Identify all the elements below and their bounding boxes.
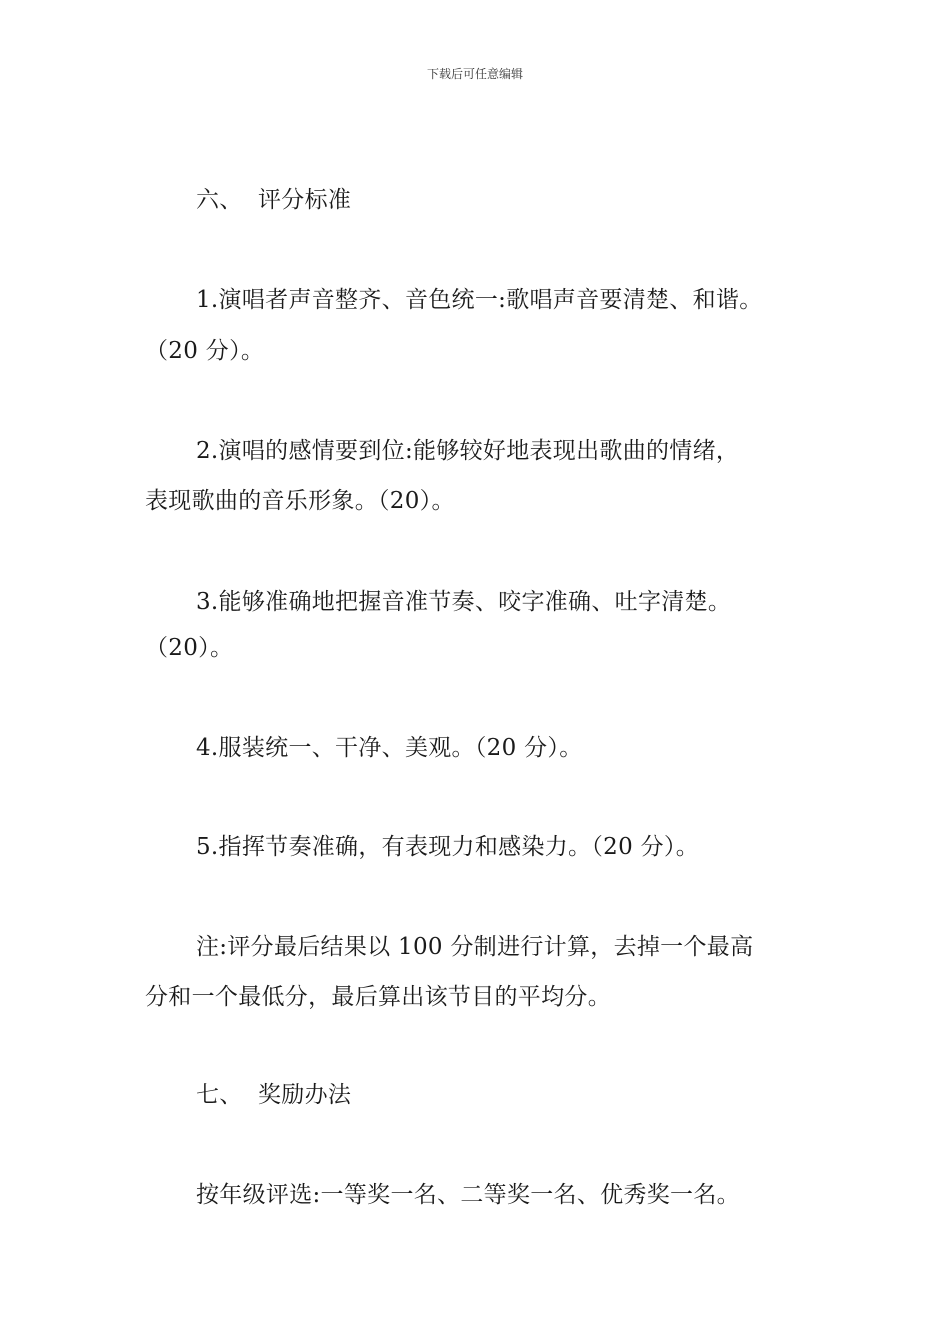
scoring-item-3-line-1: 3.能够准确地把握音准节奏、咬字准确、吐字清楚。 <box>196 589 732 615</box>
scoring-item-5: 5.指挥节奏准确，有表现力和感染力。（20 分）。 <box>196 834 700 860</box>
section-heading-scoring <box>196 185 351 215</box>
section-title: 奖励办法 <box>258 1082 352 1108</box>
scoring-item-3-line-2: （20）。 <box>145 635 234 661</box>
section-number: 七、 <box>196 1082 243 1108</box>
section-title: 评分标准 <box>258 187 352 213</box>
scoring-item-2-line-2: 表现歌曲的音乐形象。（20）。 <box>145 488 455 514</box>
scoring-note-line-1: 注:评分最后结果以 100 分制进行计算，去掉一个最高 <box>196 934 754 960</box>
scoring-item-2-line-1: 2.演唱的感情要到位:能够较好地表现出歌曲的情绪， <box>196 438 740 464</box>
scoring-item-1-line-1: 1.演唱者声音整齐、音色统一:歌唱声音要清楚、和谐。 <box>196 287 763 313</box>
scoring-item-4: 4.服装统一、干净、美观。（20 分）。 <box>196 735 583 761</box>
header-note: 下载后可任意编辑 <box>426 67 523 81</box>
section-number: 六、 <box>196 187 243 213</box>
scoring-item-1-line-2: （20 分）。 <box>145 338 265 364</box>
scoring-note-line-2: 分和一个最低分，最后算出该节目的平均分。 <box>145 984 611 1010</box>
section-heading-awards <box>196 1080 351 1110</box>
awards-text: 按年级评选:一等奖一名、二等奖一名、优秀奖一名。 <box>196 1182 740 1208</box>
